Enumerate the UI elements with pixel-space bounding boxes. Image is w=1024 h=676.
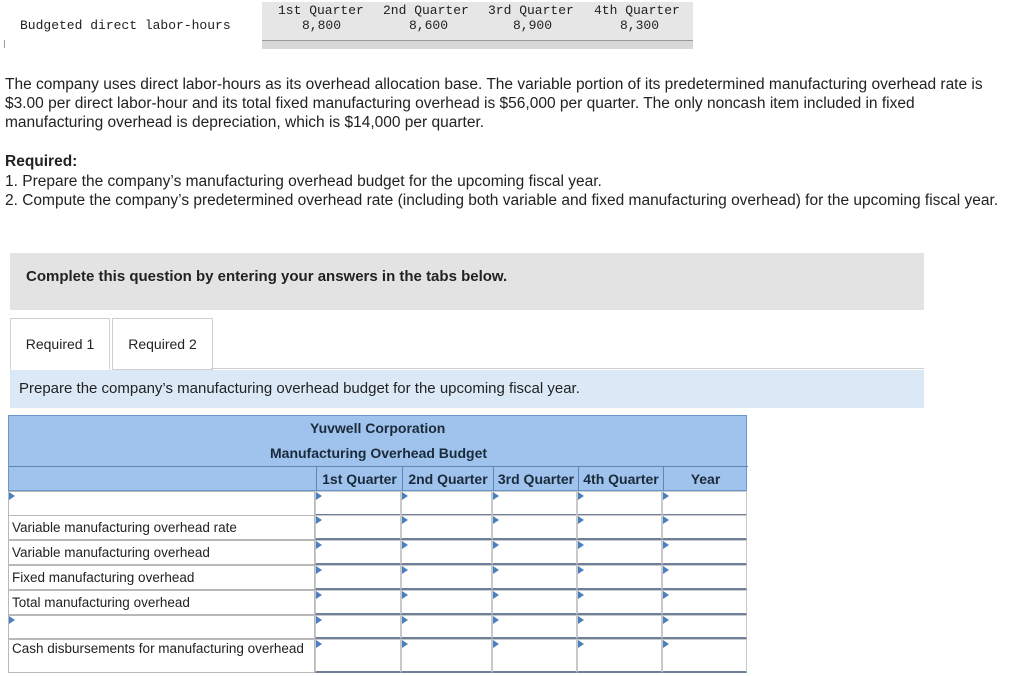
problem-paragraph: The company uses direct labor-hours as its overhead allocation base. The variable portion of its predetermined manufacturing overhead rate is $3.00 per direct labor-hour and its total fixed manufacturing overhead is $56,000 per quarter. The only noncash item included in fixed manufacturing overhead is depreciation, which is $14,000 per quarter. bbox=[5, 76, 983, 131]
input-marker-icon bbox=[493, 516, 499, 524]
cell-input[interactable] bbox=[492, 590, 577, 615]
prompt-text: Prepare the company’s manufacturing overhead budget for the upcoming fiscal year. bbox=[19, 380, 580, 397]
cell-input[interactable] bbox=[577, 540, 662, 565]
cell-field[interactable] bbox=[493, 566, 580, 590]
required-1-text: 1. Prepare the company’s manufacturing overhead budget for the upcoming fiscal year. bbox=[5, 173, 602, 190]
cell-input[interactable] bbox=[662, 540, 747, 565]
labor-hours-value-q4: 8,300 bbox=[620, 18, 660, 33]
tab-required-1[interactable]: Required 1 bbox=[10, 318, 110, 370]
cell-field[interactable] bbox=[493, 616, 580, 639]
budget-row-cash-disbursements bbox=[8, 639, 747, 673]
input-marker-icon bbox=[493, 591, 499, 599]
labor-hours-value-q1: 8,800 bbox=[302, 18, 342, 33]
cell-input[interactable] bbox=[492, 540, 577, 565]
input-marker-icon bbox=[578, 566, 584, 574]
budget-header bbox=[8, 415, 747, 491]
cell-input[interactable] bbox=[315, 491, 401, 516]
row-label-input[interactable] bbox=[8, 615, 315, 639]
cell-field[interactable] bbox=[578, 541, 665, 565]
cell-field[interactable] bbox=[578, 591, 665, 615]
row-label: Cash disbursements for manufacturing overhead bbox=[8, 639, 315, 673]
instruction-text: Complete this question by entering your answers in the tabs below. bbox=[26, 268, 508, 285]
labor-hours-header-q4: 4th Quarter bbox=[594, 3, 680, 18]
instruction-banner bbox=[10, 253, 924, 310]
input-marker-icon bbox=[663, 616, 669, 624]
input-marker-icon bbox=[402, 591, 408, 599]
input-marker-icon bbox=[578, 516, 584, 524]
budget-title: Manufacturing Overhead Budget bbox=[270, 445, 488, 461]
input-marker-icon bbox=[316, 566, 322, 574]
cell-field[interactable] bbox=[493, 516, 580, 540]
cell-input[interactable] bbox=[315, 515, 401, 540]
cell-field[interactable] bbox=[578, 492, 665, 516]
cell-input[interactable] bbox=[492, 639, 577, 673]
cell-input[interactable] bbox=[401, 590, 492, 615]
row-label-field[interactable] bbox=[12, 492, 318, 517]
budget-row-blank-2 bbox=[8, 615, 747, 639]
budget-row-fixed-overhead bbox=[8, 565, 747, 590]
required-heading: Required: bbox=[5, 153, 78, 170]
cell-field[interactable] bbox=[578, 640, 665, 673]
cell-input[interactable] bbox=[401, 491, 492, 516]
input-marker-icon bbox=[316, 616, 322, 624]
input-marker-icon bbox=[578, 591, 584, 599]
cell-field[interactable] bbox=[316, 492, 404, 516]
cell-input[interactable] bbox=[401, 540, 492, 565]
col-header-q1: 1st Quarter bbox=[316, 467, 402, 491]
input-marker-icon bbox=[663, 566, 669, 574]
cell-input[interactable] bbox=[577, 515, 662, 540]
input-marker-icon bbox=[493, 616, 499, 624]
labor-hours-table-footer bbox=[262, 40, 693, 49]
cell-field[interactable] bbox=[316, 566, 404, 590]
cell-input[interactable] bbox=[492, 565, 577, 590]
input-marker-icon bbox=[493, 541, 499, 549]
labor-hours-value-q2: 8,600 bbox=[409, 18, 449, 33]
overhead-budget-table bbox=[8, 415, 747, 673]
input-marker-icon bbox=[578, 541, 584, 549]
input-marker-icon bbox=[663, 516, 669, 524]
input-marker-icon bbox=[316, 492, 322, 500]
labor-hours-table-edge bbox=[4, 40, 5, 48]
col-header-q4: 4th Quarter bbox=[578, 467, 663, 491]
cell-field[interactable] bbox=[402, 541, 495, 565]
input-marker-icon bbox=[9, 492, 15, 500]
cell-field[interactable] bbox=[493, 640, 580, 673]
input-marker-icon bbox=[402, 492, 408, 500]
cell-field[interactable] bbox=[663, 640, 750, 673]
input-marker-icon bbox=[316, 591, 322, 599]
cell-field[interactable] bbox=[663, 616, 750, 639]
cell-input[interactable] bbox=[401, 565, 492, 590]
labor-hours-header-q3: 3rd Quarter bbox=[488, 3, 574, 18]
cell-input[interactable] bbox=[315, 639, 401, 673]
cell-field[interactable] bbox=[316, 591, 404, 615]
row-label: Total manufacturing overhead bbox=[8, 590, 315, 615]
cell-field[interactable] bbox=[578, 516, 665, 540]
cell-input[interactable] bbox=[577, 615, 662, 639]
cell-field[interactable] bbox=[663, 566, 750, 590]
cell-field[interactable] bbox=[316, 516, 404, 540]
cell-input[interactable] bbox=[662, 515, 747, 540]
input-marker-icon bbox=[663, 492, 669, 500]
cell-input[interactable] bbox=[662, 491, 747, 516]
labor-hours-row-label: Budgeted direct labor-hours bbox=[20, 18, 231, 33]
cell-input[interactable] bbox=[577, 639, 662, 673]
cell-field[interactable] bbox=[402, 566, 495, 590]
cell-field[interactable] bbox=[663, 492, 750, 516]
cell-field[interactable] bbox=[316, 640, 404, 673]
input-marker-icon bbox=[316, 640, 322, 648]
cell-field[interactable] bbox=[316, 541, 404, 565]
input-marker-icon bbox=[493, 492, 499, 500]
input-marker-icon bbox=[316, 516, 322, 524]
cell-field[interactable] bbox=[493, 591, 580, 615]
cell-input[interactable] bbox=[662, 615, 747, 639]
prompt-bar bbox=[10, 370, 924, 408]
labor-hours-table bbox=[0, 0, 693, 48]
cell-input[interactable] bbox=[492, 491, 577, 516]
cell-input[interactable] bbox=[315, 615, 401, 639]
labor-hours-header-q2: 2nd Quarter bbox=[383, 3, 469, 18]
cell-field[interactable] bbox=[663, 516, 750, 540]
row-label-input[interactable] bbox=[8, 491, 315, 516]
cell-input[interactable] bbox=[492, 615, 577, 639]
input-marker-icon bbox=[493, 566, 499, 574]
cell-input[interactable] bbox=[662, 590, 747, 615]
row-label-field[interactable] bbox=[12, 616, 318, 640]
input-marker-icon bbox=[578, 640, 584, 648]
cell-field[interactable] bbox=[663, 541, 750, 565]
cell-input[interactable] bbox=[577, 590, 662, 615]
cell-input[interactable] bbox=[401, 515, 492, 540]
company-name: Yuvwell Corporation bbox=[310, 420, 446, 436]
input-marker-icon bbox=[663, 591, 669, 599]
input-marker-icon bbox=[663, 640, 669, 648]
col-header-q2: 2nd Quarter bbox=[402, 467, 493, 491]
input-marker-icon bbox=[316, 541, 322, 549]
labor-hours-value-q3: 8,900 bbox=[513, 18, 553, 33]
budget-row-blank-1 bbox=[8, 491, 747, 516]
cell-field[interactable] bbox=[402, 640, 495, 673]
cell-field[interactable] bbox=[402, 591, 495, 615]
budget-row-var-rate bbox=[8, 515, 747, 540]
input-marker-icon bbox=[402, 616, 408, 624]
row-label: Fixed manufacturing overhead bbox=[8, 565, 315, 590]
cell-field[interactable] bbox=[493, 541, 580, 565]
cell-input[interactable] bbox=[577, 565, 662, 590]
col-header-q3: 3rd Quarter bbox=[493, 467, 578, 491]
cell-field[interactable] bbox=[402, 616, 495, 639]
input-marker-icon bbox=[402, 541, 408, 549]
cell-input[interactable] bbox=[662, 565, 747, 590]
input-marker-icon bbox=[578, 492, 584, 500]
input-marker-icon bbox=[493, 640, 499, 648]
budget-row-var-overhead bbox=[8, 540, 747, 565]
input-marker-icon bbox=[402, 640, 408, 648]
budget-row-total-overhead bbox=[8, 590, 747, 615]
cell-input[interactable] bbox=[315, 590, 401, 615]
tab-required-2[interactable]: Required 2 bbox=[112, 318, 213, 370]
cell-field[interactable] bbox=[316, 616, 404, 639]
cell-input[interactable] bbox=[401, 639, 492, 673]
cell-input[interactable] bbox=[662, 639, 747, 673]
cell-field[interactable] bbox=[402, 492, 495, 516]
row-label: Variable manufacturing overhead rate bbox=[8, 515, 315, 540]
input-marker-icon bbox=[402, 516, 408, 524]
required-2-text: 2. Compute the company’s predetermined overhead rate (including both variable and fixed manufacturing overhead) for the upcoming fiscal year. bbox=[5, 192, 999, 209]
cell-input[interactable] bbox=[315, 565, 401, 590]
input-marker-icon bbox=[663, 541, 669, 549]
input-marker-icon bbox=[578, 616, 584, 624]
tab-divider bbox=[211, 368, 924, 369]
row-label: Variable manufacturing overhead bbox=[8, 540, 315, 565]
cell-field[interactable] bbox=[663, 591, 750, 615]
cell-field[interactable] bbox=[578, 616, 665, 639]
input-marker-icon bbox=[402, 566, 408, 574]
cell-input[interactable] bbox=[315, 540, 401, 565]
input-marker-icon bbox=[9, 616, 15, 624]
labor-hours-header-q1: 1st Quarter bbox=[278, 3, 364, 18]
cell-field[interactable] bbox=[493, 492, 580, 516]
cell-field[interactable] bbox=[402, 516, 495, 540]
cell-field[interactable] bbox=[578, 566, 665, 590]
cell-input[interactable] bbox=[401, 615, 492, 639]
col-header-year: Year bbox=[663, 467, 747, 491]
cell-input[interactable] bbox=[577, 491, 662, 516]
cell-input[interactable] bbox=[492, 515, 577, 540]
